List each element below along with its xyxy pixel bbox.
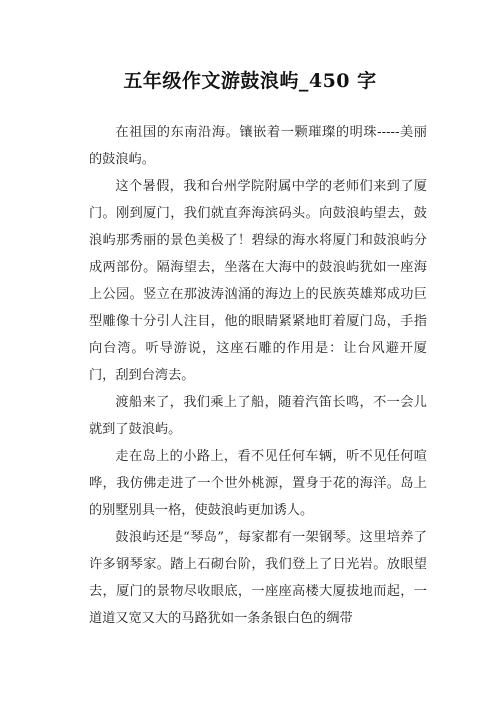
paragraph-5: 鼓浪屿还是“琴岛”，每家都有一架钢琴。这里培养了许多钢琴家。踏上石砌台阶，我们登上了日光岩。放眼望去，厦门的景物尽收眼底，一座座高楼大厦拔地而起，一道道又宽又大的马路犹如一条条银白色的绸带 xyxy=(89,530,427,626)
paragraph-1: 在祖国的东南沿海。镶嵌着一颗璀璨的明珠-----美丽的鼓浪屿。 xyxy=(89,125,427,167)
paragraph-4: 走在岛上的小路上，看不见任何车辆，听不见任何喧哗，我仿佛走进了一个世外桃源，置身于花的海洋。岛上的别墅别具一格，使鼓浪屿更加诱人。 xyxy=(89,449,427,518)
article-body xyxy=(89,119,427,632)
page-title: 五年级作文游鼓浪屿_450 字 xyxy=(123,70,377,92)
paragraph-2: 这个暑假，我和台州学院附属中学的老师们来到了厦门。刚到厦门，我们就直奔海滨码头。向鼓浪屿望去，鼓浪屿那秀丽的景色美极了！碧绿的海水将厦门和鼓浪屿分成两部份。隔海望去，坐落在大海中的鼓浪屿犹如一座海上公园。竖立在那波涛汹涌的海边上的民族英雄郑成功巨型雕像十分引人注目，他的眼睛紧紧地盯着厦门岛，手指向台湾。听导游说，这座石雕的作用是：让台风避开厦门，刮到台湾去。 xyxy=(89,179,427,383)
paragraph-3: 渡船来了，我们乘上了船，随着汽笛长鸣，不一会儿就到了鼓浪屿。 xyxy=(89,395,427,437)
